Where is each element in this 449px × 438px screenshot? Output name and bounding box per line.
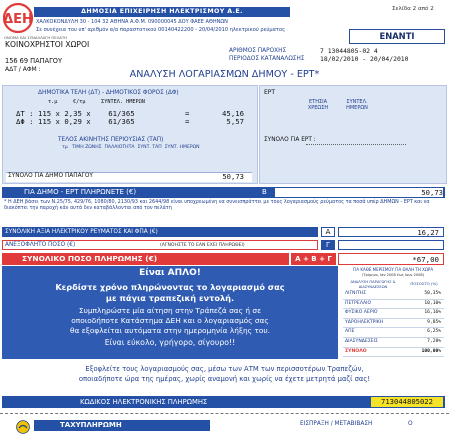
energy-mix-row: [343, 328, 444, 338]
energy-mix-col-source: ΑΝΑΛΥΣΗ ΠΑΡΑΓΩΓΗΣ & ΔΙΑΣΥΝΔΕΣΕΩΝ: [350, 280, 396, 289]
ert-total-label: ΣΥΝΟΛΟ ΓΙΑ ΕΡΤ :: [264, 137, 316, 143]
municipal-row-dt-value: 45,16: [222, 109, 244, 118]
tap-cols: τμ ΤΙΜΗ ΖΩΝΗΣ ΠΑΛΑΙΟΤΗΤΑ ΣΥΝΤ. ΤΑΠ ΣΥΝΤ. ΗΜΕΡΩΝ: [62, 145, 200, 150]
energy-mix-title: ΓΙΑ ΚΑΘΕ ΜΕΡΙΣΜΟΥ ΓΙΑ ΘΑΛΗ ΤΗ ΧΩΡΑ: [352, 267, 434, 272]
dei-logo-icon: [3, 3, 33, 33]
page-number: Σελίδα 2 από 2: [392, 6, 434, 12]
energy-mix-source: ΑΠΕ: [345, 329, 355, 335]
ert-heading: ΕΡΤ: [264, 89, 276, 96]
promo-line-5: θα εξοφλείται αυτόματα στην ημερομηνία λήξης του.: [70, 326, 270, 335]
municipal-row-df-eq: =: [185, 117, 190, 126]
municipal-cols: τ.μ €/τμ ΣΥΝΤΕΛ. ΗΜΕΡΩΝ: [48, 99, 145, 105]
promo-line-2: με πάγια τραπεζική εντολή.: [105, 293, 235, 303]
energy-mix-rows: [343, 290, 444, 357]
legal-footnote: * Η ΔΕΗ βάσει των Ν.25/75, 429/76, 1080/80, 2130/93 και 2644/98 είναι υποχρεωμένη να συνεισπράττει με τους λογαριασμούς ρεύματος τα ποσά υπέρ ΔΗΜΩΝ - ΕΡΤ και να διακόπτει την παροχή κάν αυτά δεν καταβάλλονται από τον πελάτη: [4, 199, 430, 211]
energy-mix-percent: 6,25%: [427, 329, 441, 335]
unpaid-note: (ΑΓΝΟΗΣΤΕ ΤΟ ΕΑΝ ΕΧΕΙ ΠΛΗΡΩΘΕΙ): [160, 243, 245, 248]
energy-mix-col-pct: ΠΟΣΟΣΤΟ (%): [410, 281, 438, 286]
promo-line-3: Συμπληρώστε μία αίτηση στην Τράπεζά σας ή σε: [78, 306, 262, 315]
tap-heading: ΤΕΛΟΣ ΑΚΙΝΗΤΗΣ ΠΕΡΙΟΥΣΙΑΣ (ΤΑΠ): [58, 137, 164, 143]
energy-mix-row: [343, 290, 444, 300]
total-energy-letter: Α: [321, 227, 335, 237]
energy-mix-percent: 16,16%: [424, 310, 441, 316]
reference-line: Σε συνέχεια του υπ' αριθμόν α/α παραστατικού 00140422200 - 20/04/2010 ηλεκτρικού ρεύματος: [36, 27, 286, 33]
energy-mix-percent: 100,00%: [421, 348, 441, 354]
grand-total-formula: Α + Β + Γ: [290, 253, 336, 265]
promo-line-6: Είναι εύκολο, γρήγορο, σίγουρο!!: [104, 338, 236, 347]
grand-total-value: *67,00: [338, 253, 444, 265]
promo-line-1: Κερδίστε χρόνο πληρώνοντας το λογαριασμό σας: [55, 282, 285, 292]
enanti-badge: ΕΝΑΝΤΙ: [349, 29, 445, 44]
postal-logo: [16, 419, 30, 433]
payment-code-label: ΚΩΔΙΚΟΣ ΗΛΕΚΤΡΟΝΙΚΗΣ ΠΛΗΡΩΜΗΣ: [80, 398, 208, 406]
customer-caption: ΟΝΟΜΑ ΚΑΙ ΣΥΝΑΛΛΑΓΗ ΠΕΛΑΤΗ: [4, 35, 68, 40]
customer-city: 156 69 ΠΑΠΑΓΟΥ: [5, 57, 62, 65]
energy-mix-percent: 50,35%: [424, 291, 441, 296]
energy-mix-source: ΔΙΑΣΥΝΔΕΣΕΙΣ: [345, 338, 378, 344]
ert-total-line: [306, 144, 406, 145]
postal-title: ΤΑΧΥΠΛΗΡΩΜΗ: [60, 421, 122, 429]
energy-mix-row: [343, 319, 444, 329]
company-address: ΧΑΛΚΟΚΟΝΔΥΛΗ 30 - 104 32 ΑΘΗΝΑ Α.Φ.Μ. 090000045 ΔΟΥ ΦΑΕΕ ΑΘΗΝΩΝ: [36, 19, 228, 25]
company-bar: ΔΗΜΟΣΙΑ ΕΠΙΧΕΙΡΗΣΗ ΗΛΕΚΤΡΙΣΜΟΥ Α.Ε.: [34, 7, 290, 17]
energy-mix-percent: 7,28%: [427, 338, 441, 344]
energy-mix-source: ΥΔΡΟΗΛΕΚΤΡΙΚΗ: [345, 319, 384, 325]
energy-mix-row: [343, 338, 444, 348]
energy-mix-row: [343, 309, 444, 319]
customer-name: ΚΟΙΝΟΧΡΗΣΤΟΙ ΧΩΡΟΙ: [5, 40, 90, 49]
municipal-row-dt-eq: =: [185, 109, 190, 118]
energy-mix-source: ΠΕΤΡΕΛΑΙΟ: [345, 300, 372, 306]
energy-mix-source: ΦΥΣΙΚΟ ΑΕΡΙΟ: [345, 310, 378, 316]
municipal-pay-letter: Β: [262, 188, 267, 196]
municipal-total-label: ΣΥΝΟΛΟ ΓΙΑ ΔΗΜΟ ΠΑΠΑΓΟΥ: [8, 173, 93, 179]
post-horn-icon: [16, 420, 30, 434]
municipal-row-df: ΔΦ : 115 x 0,29 x 61/365: [16, 117, 135, 126]
energy-mix-percent: 10,10%: [424, 300, 441, 306]
dei-logo: [3, 3, 33, 33]
energy-mix-source: ΛΙΓΝΙΤΗΣ: [345, 291, 367, 296]
unpaid-value: [338, 240, 444, 250]
unpaid-letter: Γ: [321, 240, 335, 250]
period-value: 18/02/2010 - 20/04/2010: [320, 55, 409, 63]
stub-divider: [0, 413, 449, 414]
municipal-heading: ΔΗΜΟΤΙΚΑ ΤΕΛΗ (ΔΤ) - ΔΗΜΟΤΙΚΟΣ ΦΟΡΟΣ (ΔΦ): [38, 90, 179, 96]
total-energy-value: 16,27: [338, 227, 444, 237]
municipal-row-df-value: 5,57: [226, 117, 244, 126]
period-label: ΠΕΡΙΟΔΟΣ ΚΑΤΑΝΑΛΩΣΗΣ: [229, 56, 305, 62]
account-number-label: ΑΡΙΘΜΟΣ ΠΑΡΟΧΗΣ: [229, 48, 287, 54]
energy-mix-row: [343, 348, 444, 358]
grand-total-label: ΣΥΝΟΛΙΚΟ ΠΟΣΟ ΠΛΗΡΩΜΗΣ (€): [22, 254, 158, 263]
atm-line-2: οποιαδήποτε ώρα της ημέρας, χωρίς αναμονή και χωρίς να έχετε μετρητά μαζί σας!: [78, 375, 371, 383]
account-number: 7 13044805-02 4: [320, 47, 378, 55]
unpaid-label: ΑΝΕΞΟΦΛΗΤΟ ΠΟΣΟ (€): [5, 242, 76, 248]
municipal-pay-value: 50,73: [275, 188, 443, 197]
energy-mix-percent: 9,85%: [427, 319, 441, 325]
energy-mix-subtitle: (Τρίμηνο, Ιαν 2008 έως Ιουν 2008): [361, 273, 425, 277]
postal-right-mark: Ο: [408, 421, 413, 427]
ert-col-days: ΣΥΝΤΕΛ. ΗΜΕΡΩΝ: [346, 99, 368, 111]
energy-mix-row: [343, 300, 444, 310]
page-title: ΑΝΑΛΥΣΗ ΛΟΓΑΡΙΑΣΜΩΝ ΔΗΜΟΥ - ΕΡΤ*: [129, 69, 320, 80]
energy-mix-source: ΣΥΝΟΛΟ: [345, 348, 367, 354]
atm-line-1: Εξοφλείτε τους λογαριασμούς σας, μέσω των ΑΤΜ των περισσοτέρων Τραπεζών,: [85, 365, 364, 373]
total-energy-label: ΣΥΝΟΛΙΚΗ ΑΞΙΑ ΗΛΕΚΤΡΙΚΟΥ ΡΕΥΜΑΤΟΣ ΚΑΙ ΦΠΑ (€): [5, 229, 158, 235]
municipal-row-dt: ΔΤ : 115 x 2,35 x 61/365: [16, 109, 135, 118]
postal-right: ΕΙΣΠΡΑΞΗ / ΜΕΤΑΒΙΒΑΣΗ: [300, 421, 373, 427]
ert-col-annual: ΕΤΗΣΙΑ ΧΡΕΩΣΗ: [307, 99, 329, 111]
promo-line-4: οποιοδήποτε Κατάστημα ΔΕΗ και ο λογαριασμός σας: [71, 316, 269, 325]
afm-label: ΑΔΤ / ΑΦΜ :: [5, 66, 41, 73]
payment-code-value[interactable]: 713044805022: [371, 397, 443, 407]
municipal-total-value: 50,73: [222, 172, 244, 181]
svg-text:ΔΕΗ: ΔΕΗ: [3, 12, 33, 27]
promo-title: Είναι ΑΠΛΟ!: [139, 268, 201, 278]
municipal-pay-label: ΓΙΑ ΔΗΜΟ - ΕΡΤ ΠΛΗΡΩΝΕΤΕ (€): [24, 188, 137, 196]
